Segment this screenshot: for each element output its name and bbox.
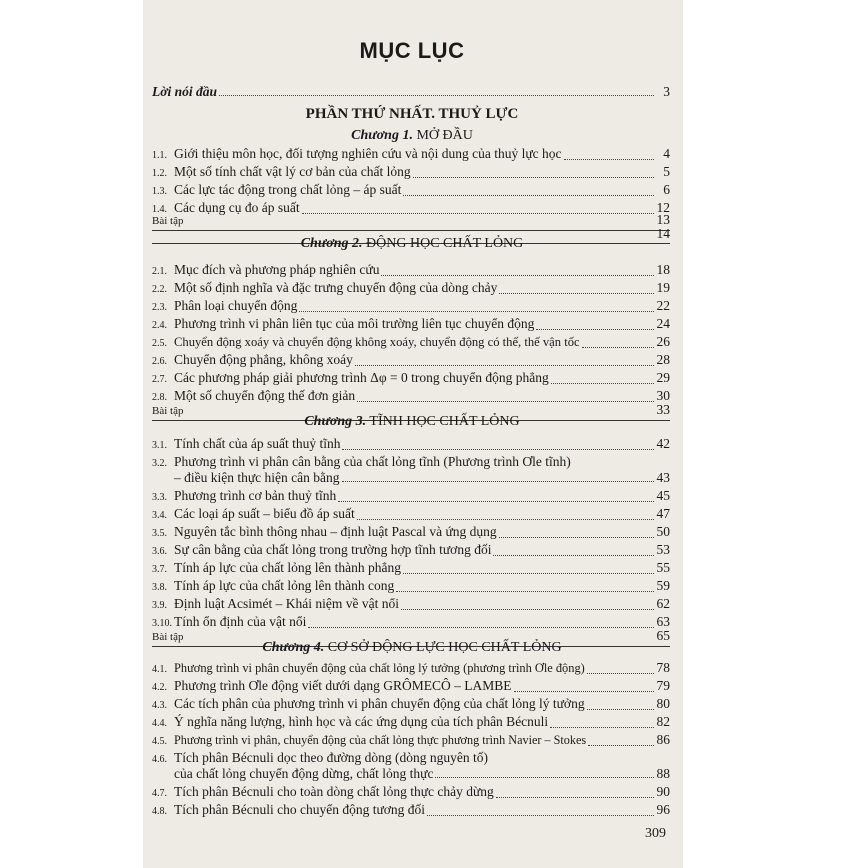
toc-entry	[152, 714, 670, 732]
toc-entry	[152, 596, 670, 614]
toc-entry	[152, 524, 670, 542]
page-ref: 45	[656, 488, 670, 503]
leader-dots	[582, 347, 654, 348]
leader-dots	[536, 329, 654, 330]
entry-title: Bài tập	[152, 215, 184, 227]
entry-number: 4.6.	[152, 754, 167, 765]
leader-dots	[514, 691, 654, 692]
toc-entry	[152, 298, 670, 316]
leader-dots	[219, 95, 654, 96]
chapter-name: TĨNH HỌC CHẤT LỎNG	[369, 414, 520, 429]
leader-dots	[355, 365, 654, 366]
entry-title: Các loại áp suất – biểu đồ áp suất	[174, 506, 355, 521]
entry-number: 3.4.	[152, 510, 167, 521]
entry-number: 3.2.	[152, 458, 167, 469]
entry-number: 3.6.	[152, 546, 167, 557]
toc-entry	[152, 766, 670, 782]
toc-entry	[152, 578, 670, 596]
toc-entry	[152, 146, 670, 164]
entry-title: Định luật Acsimét – Khái niệm về vật nổi	[174, 596, 399, 611]
page-ref: 18	[656, 262, 670, 277]
toc-entry	[152, 436, 670, 454]
page-ref: 42	[656, 436, 670, 451]
page-ref: 78	[656, 660, 670, 675]
page-ref: 3	[663, 84, 670, 99]
toc-entry	[152, 560, 670, 578]
entry-title: Một số tính chất vật lý cơ bản của chất lỏng	[174, 164, 411, 179]
part-title: PHẦN THỨ NHẤT. THUỶ LỰC	[305, 106, 519, 122]
chapter-heading	[152, 640, 672, 656]
entry-title: Chuyển động phẳng, không xoáy	[174, 352, 353, 367]
entry-number: 3.7.	[152, 564, 167, 575]
leader-dots	[587, 673, 654, 674]
entry-title: Các tích phân của phương trình vi phân chuyển động của chất lỏng lý tưởng	[174, 696, 585, 711]
leader-dots	[403, 573, 654, 574]
page-ref: 50	[656, 524, 670, 539]
chapter-prefix: Chương 2.	[300, 236, 363, 251]
chapter-name: MỞ ĐẦU	[416, 128, 473, 143]
toc-entry	[152, 316, 670, 334]
toc-entry	[152, 352, 670, 370]
entry-number: 3.5.	[152, 528, 167, 539]
leader-dots	[551, 383, 654, 384]
toc-entry	[152, 784, 670, 802]
page-ref: 5	[663, 164, 670, 179]
page-ref: 33	[656, 402, 670, 417]
leader-dots	[564, 159, 654, 160]
page-ref: 47	[656, 506, 670, 521]
entry-title: Tích phân Bécnuli cho chuyển động tương đối	[174, 802, 426, 817]
entry-number: 1.2.	[152, 168, 167, 179]
book-page	[152, 0, 672, 868]
leader-dots	[427, 815, 654, 816]
chapter-heading	[152, 414, 672, 430]
entry-title: Phương trình vi phân chuyển động của chất lỏng lý tưởng (phương trình Ơle động)	[174, 661, 585, 675]
toc-entry	[152, 280, 670, 298]
entry-number: 2.4.	[152, 320, 167, 331]
entry-title: Phương trình vi phân cân bằng của chất lỏng tĩnh (Phương trình Ơle tĩnh)	[174, 454, 571, 469]
chapter-prefix: Chương 1.	[351, 128, 413, 143]
toc-entry	[152, 470, 670, 486]
leader-dots	[381, 275, 654, 276]
entry-number: 4.2.	[152, 682, 167, 693]
entry-number: 4.8.	[152, 806, 167, 817]
toc-entry	[152, 506, 670, 524]
leader-dots	[342, 449, 654, 450]
entry-number: 3.9.	[152, 600, 167, 611]
page-ref: 80	[656, 696, 670, 711]
entry-title: Các phương pháp giải phương trình Δφ = 0 trong chuyển động phẳng	[174, 370, 549, 385]
leader-dots	[435, 777, 654, 778]
page-number: 309	[645, 826, 666, 841]
page-ref: 14	[656, 226, 670, 241]
page-ref: 90	[656, 784, 670, 799]
leader-dots	[550, 727, 654, 728]
page-ref: 19	[656, 280, 670, 295]
entry-title: Phương trình Ơle động viết dưới dạng GRÔMECÔ – LAMBE	[174, 678, 512, 693]
entry-title: Một số chuyển động thế đơn giản	[174, 388, 356, 403]
entry-title: Ý nghĩa năng lượng, hình học và các ứng dụng của tích phân Bécnuli	[174, 714, 549, 729]
entry-title: Giới thiệu môn học, đối tượng nghiên cứu và nội dung của thuỷ lực học	[174, 146, 562, 161]
page-ref: 55	[656, 560, 670, 575]
toc-entry	[152, 696, 670, 714]
toc-entry	[152, 262, 670, 280]
toc-entry	[152, 334, 670, 352]
entry-title: Bài tập	[152, 405, 184, 417]
entry-number: 2.7.	[152, 374, 167, 385]
toc-entry	[152, 542, 670, 560]
entry-number: 2.2.	[152, 284, 167, 295]
page-ref: 22	[656, 298, 670, 313]
chapter-prefix: Chương 3.	[304, 414, 367, 429]
entry-title: Tính áp lực của chất lỏng lên thành cong	[174, 578, 395, 593]
entry-title: Tích phân Bécnuli cho toàn dòng chất lỏng thực chảy dừng	[174, 784, 494, 799]
leader-dots	[496, 797, 654, 798]
leader-dots	[587, 709, 654, 710]
entry-number: 4.3.	[152, 700, 167, 711]
entry-number: 1.4.	[152, 204, 167, 215]
entry-title: Mục đích và phương pháp nghiên cứu	[174, 262, 380, 277]
toc-entry	[152, 732, 670, 750]
page-ref: 26	[656, 334, 670, 349]
leader-dots	[396, 591, 654, 592]
page-ref: 4	[663, 146, 670, 161]
page-ref: 96	[656, 802, 670, 817]
leader-dots	[357, 519, 654, 520]
leader-dots	[499, 293, 654, 294]
entry-title: Tính áp lực của chất lỏng lên thành phẳng	[174, 560, 401, 575]
entry-number: 2.5.	[152, 338, 167, 349]
entry-number: 2.8.	[152, 392, 167, 403]
entry-title: Tính chất của áp suất thuỷ tĩnh	[174, 436, 341, 451]
page-ref: 79	[656, 678, 670, 693]
page-ref: 30	[656, 388, 670, 403]
page-ref: 29	[656, 370, 670, 385]
chapter-prefix: Chương 4.	[262, 640, 325, 655]
entry-number: 3.10.	[152, 618, 172, 629]
chapter-heading	[152, 236, 672, 252]
page-ref: 59	[656, 578, 670, 593]
intro-label: Lời nói đầu	[152, 84, 218, 99]
toc-entry	[152, 488, 670, 506]
entry-title: Phương trình vi phân liên tục của môi trường liên tục chuyển động	[174, 316, 535, 331]
toc-intro	[152, 84, 670, 100]
chapter-name: ĐỘNG HỌC CHẤT LỎNG	[366, 236, 524, 251]
entry-title: Bài tập	[152, 631, 184, 643]
page-title: MỤC LỤC	[359, 38, 465, 63]
entry-number: 3.3.	[152, 492, 167, 503]
entry-title: Sự cân bằng của chất lỏng trong trường hợp tĩnh tương đối	[174, 542, 492, 557]
toc-entry	[152, 182, 670, 200]
entry-number: 1.3.	[152, 186, 167, 197]
page-ref: 62	[656, 596, 670, 611]
leader-dots	[413, 177, 654, 178]
entry-title: Nguyên tắc bình thông nhau – định luật Pascal và ứng dụng	[174, 524, 497, 539]
entry-number: 1.1.	[152, 150, 167, 161]
leader-dots	[493, 555, 654, 556]
page-ref: 13	[656, 212, 670, 227]
page-ref: 43	[656, 470, 670, 485]
entry-title: Phân loại chuyển động	[174, 298, 298, 313]
entry-title: Tích phân Bécnuli dọc theo đường dòng (dòng nguyên tố)	[174, 750, 489, 765]
leader-dots	[403, 195, 654, 196]
entry-number: 3.8.	[152, 582, 167, 593]
leader-dots	[338, 501, 654, 502]
entry-number: 4.4.	[152, 718, 167, 729]
chapter-heading	[152, 128, 672, 144]
entry-number: 3.1.	[152, 440, 167, 451]
entry-title: Tính ổn định của vật nổi	[174, 614, 307, 629]
toc-entry	[152, 678, 670, 696]
entry-title: Phương trình cơ bản thuỷ tĩnh	[174, 488, 337, 503]
leader-dots	[342, 481, 654, 482]
page-ref: 28	[656, 352, 670, 367]
entry-title: của chất lỏng chuyển động dừng, chất lỏng thực	[174, 766, 434, 781]
entry-number: 4.1.	[152, 664, 167, 675]
entry-number: 2.1.	[152, 266, 167, 277]
leader-dots	[401, 609, 654, 610]
page-ref: 88	[656, 766, 670, 781]
page-ref: 6	[663, 182, 670, 197]
page-ref: 82	[656, 714, 670, 729]
entry-title: Chuyển động xoáy và chuyển động không xoáy, chuyển động có thế, thế vận tốc	[174, 335, 580, 349]
page-ref: 65	[656, 628, 670, 643]
page-ref: 24	[656, 316, 670, 331]
entry-number: 4.7.	[152, 788, 167, 799]
leader-dots	[499, 537, 654, 538]
entry-title: Các dụng cụ đo áp suất	[174, 200, 300, 215]
page-ref: 63	[656, 614, 670, 629]
toc-entry	[152, 370, 670, 388]
leader-dots	[299, 311, 654, 312]
page-ref: 12	[656, 200, 670, 215]
page-ref: 86	[656, 732, 670, 747]
toc-entry	[152, 802, 670, 820]
toc-entry	[152, 660, 670, 678]
chapter-name: CƠ SỞ ĐỘNG LỰC HỌC CHẤT LỎNG	[327, 640, 562, 655]
page-ref: 53	[656, 542, 670, 557]
entry-number: 4.5.	[152, 736, 167, 747]
entry-title: Một số định nghĩa và đặc trưng chuyển động của dòng chảy	[174, 280, 498, 295]
entry-number: 2.6.	[152, 356, 167, 367]
entry-title: Các lực tác động trong chất lỏng – áp suất	[174, 182, 402, 197]
leader-dots	[588, 745, 654, 746]
entry-number: 2.3.	[152, 302, 167, 313]
toc-entry	[152, 164, 670, 182]
entry-title: Phương trình vi phân, chuyển động của chất lỏng thực phương trình Navier – Stokes	[174, 733, 587, 747]
entry-title: – điều kiện thực hiện cân bằng	[174, 470, 340, 485]
